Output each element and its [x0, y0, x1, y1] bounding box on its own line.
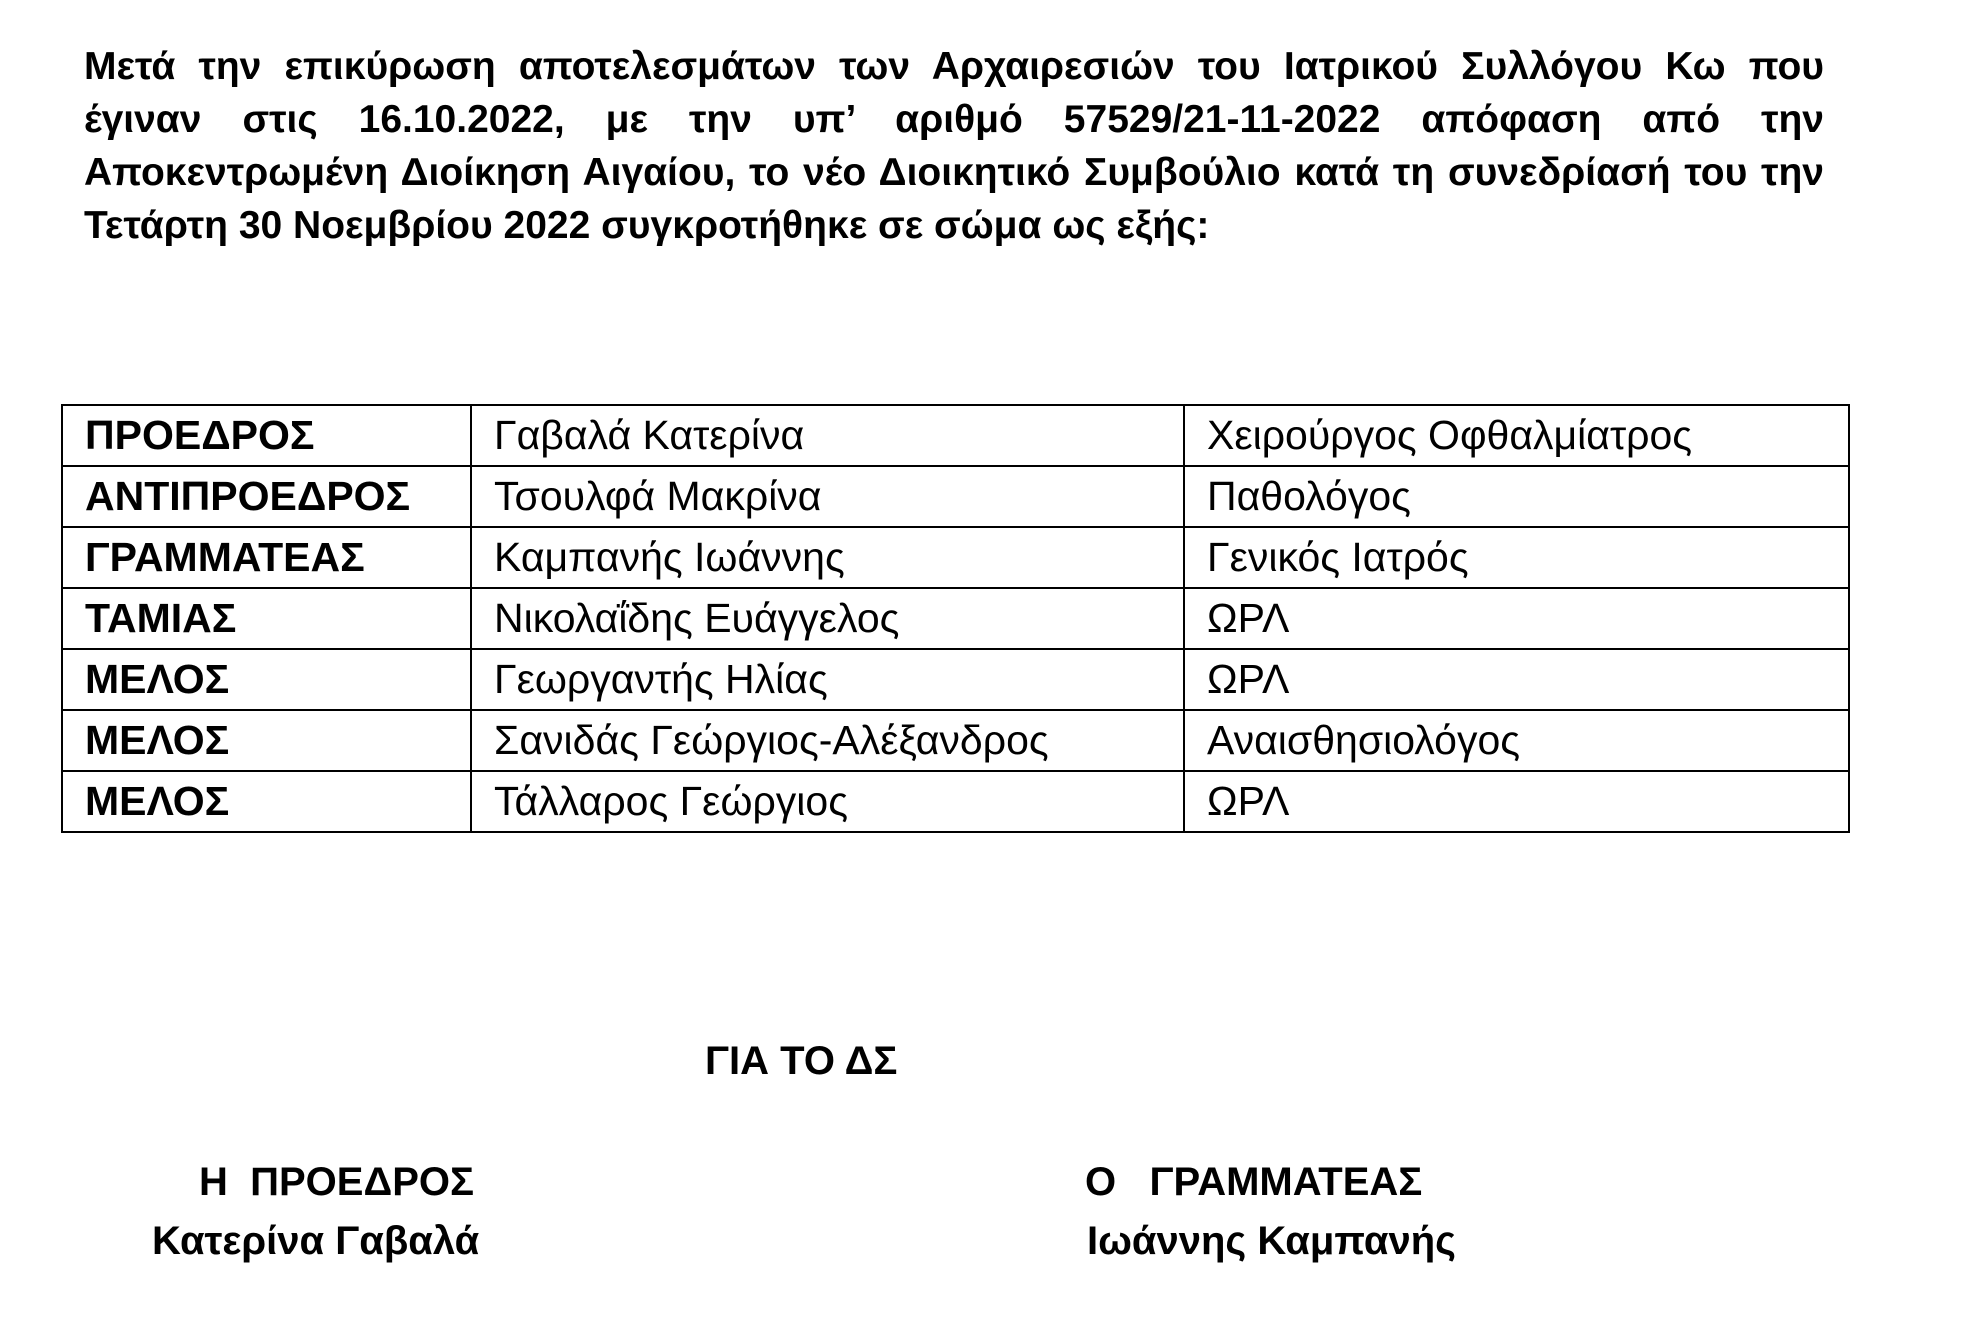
- member-name-cell: Τάλλαρος Γεώργιος: [471, 771, 1184, 832]
- specialty-cell: Χειρούργος Οφθαλμίατρος: [1184, 405, 1849, 466]
- secretary-signature-title: Ο ΓΡΑΜΜΑΤΕΑΣ: [1085, 1160, 1423, 1204]
- specialty-cell: Γενικός Ιατρός: [1184, 527, 1849, 588]
- member-name-cell: Γεωργαντής Ηλίας: [471, 649, 1184, 710]
- role-cell: ΜΕΛΟΣ: [62, 649, 471, 710]
- role-cell: ΓΡΑΜΜΑΤΕΑΣ: [62, 527, 471, 588]
- member-name-cell: Τσουλφά Μακρίνα: [471, 466, 1184, 527]
- specialty-cell: ΩΡΛ: [1184, 771, 1849, 832]
- member-name-cell: Καμπανής Ιωάννης: [471, 527, 1184, 588]
- board-members-table: [61, 404, 1850, 833]
- specialty-cell: Παθολόγος: [1184, 466, 1849, 527]
- table-row: [62, 527, 1849, 588]
- specialty-cell: Αναισθησιολόγος: [1184, 710, 1849, 771]
- specialty-cell: ΩΡΛ: [1184, 588, 1849, 649]
- role-cell: ΜΕΛΟΣ: [62, 710, 471, 771]
- role-cell: ΜΕΛΟΣ: [62, 771, 471, 832]
- president-signature-name: Κατερίνα Γαβαλά: [152, 1219, 480, 1263]
- president-signature-title: Η ΠΡΟΕΔΡΟΣ: [199, 1160, 475, 1204]
- role-cell: ΑΝΤΙΠΡΟΕΔΡΟΣ: [62, 466, 471, 527]
- role-cell: ΤΑΜΙΑΣ: [62, 588, 471, 649]
- member-name-cell: Νικολαΐδης Ευάγγελος: [471, 588, 1184, 649]
- table-row: [62, 588, 1849, 649]
- table-row: [62, 405, 1849, 466]
- table-row: [62, 771, 1849, 832]
- secretary-signature-name: Ιωάννης Καμπανής: [1087, 1219, 1456, 1263]
- table-row: [62, 649, 1849, 710]
- for-board-heading: ΓΙΑ ΤΟ ΔΣ: [705, 1039, 898, 1083]
- member-name-cell: Σανιδάς Γεώργιος-Αλέξανδρος: [471, 710, 1184, 771]
- table-row: [62, 466, 1849, 527]
- role-cell: ΠΡΟΕΔΡΟΣ: [62, 405, 471, 466]
- member-name-cell: Γαβαλά Κατερίνα: [471, 405, 1184, 466]
- table-row: [62, 710, 1849, 771]
- specialty-cell: ΩΡΛ: [1184, 649, 1849, 710]
- announcement-text: Μετά την επικύρωση αποτελεσμάτων των Αρχαιρεσιών του Ιατρικού Συλλόγου Κω που έγιναν στις 16.10.2022, με την υπ’ αριθμό 57529/21-11-2022 απόφαση από την Αποκεντρωμένη Διοίκηση Αιγαίου, το νέο Διοικητικό Συμβούλιο κατά τη συνεδρίασή του την Τετάρτη 30 Νοεμβρίου 2022 συγκροτήθηκε σε σώμα ως εξής:: [84, 45, 1824, 247]
